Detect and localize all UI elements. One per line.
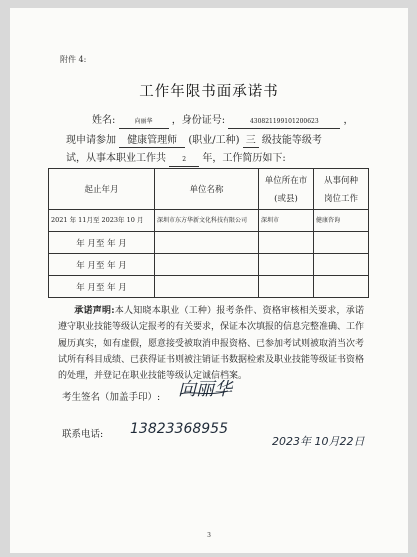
- handwritten-signature: 向丽华: [178, 379, 232, 400]
- table-header-row: [49, 169, 369, 210]
- row-location: 深圳市: [259, 210, 314, 232]
- application-line: [66, 131, 322, 148]
- level-field: 三: [243, 135, 259, 148]
- experience-prefix: 试，从事本职业工作共: [66, 153, 166, 164]
- work-history-table: [48, 168, 369, 298]
- handwritten-phone: 13823368955: [130, 421, 228, 437]
- row-location: [259, 232, 314, 254]
- row-location: [259, 254, 314, 276]
- header-period: 起止年月: [49, 169, 155, 210]
- header-location-line1: 单位所在市: [264, 176, 308, 186]
- header-position-line1: 从事何种: [323, 176, 358, 186]
- header-employer: 单位名称: [155, 169, 259, 210]
- row-position: [314, 254, 369, 276]
- name-field: 向丽华: [119, 116, 169, 129]
- header-location-line2: (或县): [274, 194, 298, 204]
- row-period: 年 月至 年 月: [49, 232, 155, 254]
- row-position: 健康咨询: [314, 210, 369, 232]
- row-employer: [155, 254, 259, 276]
- header-position-line2: 岗位工作: [323, 194, 358, 204]
- line1-tail: ，: [343, 115, 354, 126]
- table-row: [49, 232, 369, 254]
- id-number-field: 430821199101200623: [228, 116, 340, 129]
- row-period: 年 月至 年 月: [49, 254, 155, 276]
- row-position: [314, 276, 369, 298]
- pledge-statement: [58, 303, 364, 384]
- table-row: [49, 210, 369, 232]
- row-period: 年 月至 年 月: [49, 276, 155, 298]
- row-position: [314, 232, 369, 254]
- table-row: [49, 276, 369, 298]
- page-number: 3: [207, 532, 211, 539]
- row-employer: [155, 232, 259, 254]
- application-prefix: 现申请参加: [66, 135, 116, 146]
- id-label: ，身份证号:: [171, 115, 226, 126]
- attachment-label: 附件 4:: [60, 55, 87, 64]
- years-field: 2: [169, 154, 199, 167]
- row-location: [259, 276, 314, 298]
- pledge-heading: 承诺声明:: [74, 306, 115, 316]
- application-suffix: 级技能等级考: [261, 135, 322, 146]
- signature-flourish: [178, 388, 230, 398]
- document-title: 工作年限书面承诺书: [139, 84, 279, 100]
- occupation-field: 健康管理师: [119, 135, 185, 148]
- handwritten-date: 2023年 10月22日: [272, 435, 365, 448]
- experience-suffix: 年，工作简历如下:: [202, 153, 286, 164]
- occupation-type-label: (职业/工种): [188, 135, 240, 146]
- name-id-line: [92, 111, 354, 129]
- row-employer: 深圳市东方华新文化科技有限公司: [155, 210, 259, 232]
- pledge-text: 本人知晓本职业（工种）报考条件、资格审核相关要求，承诺遵守职业技能等级认定报考的有关要求，保证本次填报的信息完整准确、工作履历真实，如有虚假，愿意接受被取消申报资格、已参加考试则被取消当次考试所有科目成绩、已获得证书则被注销证书数据检索及职业技能等级证书资格的处理，并登记在职业技能等级认定诚信档案。: [58, 306, 365, 382]
- contact-label: 联系电话:: [62, 429, 104, 440]
- name-label: 姓名:: [92, 115, 116, 126]
- header-location: [259, 169, 314, 210]
- table-row: [49, 254, 369, 276]
- row-employer: [155, 276, 259, 298]
- experience-line: [66, 149, 286, 167]
- document-page: [10, 8, 408, 553]
- signature-label: 考生签名（加盖手印）:: [62, 392, 161, 403]
- row-period: 2021 年 11月至 2023年 10 月: [49, 210, 155, 232]
- header-position: [314, 169, 369, 210]
